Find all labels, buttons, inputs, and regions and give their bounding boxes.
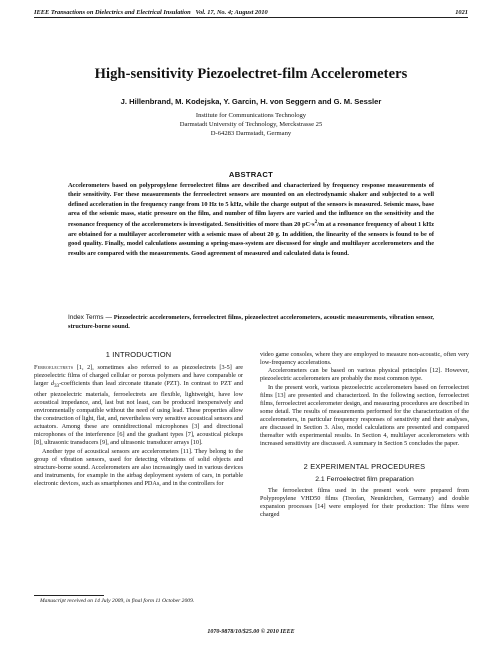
- running-head-journal: IEEE Transactions on Dielectrics and Electrical Insulation Vol. 17, No. 4; August 2010: [34, 8, 268, 16]
- footnote: Manuscript received on 14 July 2009, in final form 11 October 2009.: [40, 598, 195, 604]
- paragraph: Ferroelectrets [1, 2], sometimes also referred to as piezoelectrets [3-5] are piezoelectric films of charged cellular or porous polymers and have comparable or larger $d_{33}$-coefficients than lead zirconate titanate (PZT). In contrast to PZT and other piezoelectric materials, ferroelectrets are flexible, lightweight, have low acoustical impedance, and, last but not least, can be produced inexpensively and environmentally compatible without the need of using lead. These properties allow the construction of light, flat, and, nevertheless very sensitive acoustical sensors and actuators. Among these are omnidirectional microphones [3] and directional microphones of the interference [6] and the gradiant types [7], acoustical pickups [8], ultrasonic transducers [9], and ultrasonic transducer arrays [10].: [34, 364, 243, 447]
- subsection-heading: 2.1 Ferroelectret film preparation: [315, 475, 414, 483]
- affiliation-line: Institute for Communications Technology: [195, 112, 307, 119]
- index-terms: [68, 313, 434, 332]
- affiliation: [30, 111, 472, 139]
- section-heading-experimental: 2 EXPERIMENTAL PROCEDURES: [303, 461, 426, 471]
- paragraph: Another type of acoustical sensors are accelerometers [11]. They belong to the group of vibration sensors, used for detecting vibrations of solid objects and structure-borne sound. Accelerometers are also increasingly used in various devices and instruments, for example in the airbag deployment system of cars, in portable electronic devices, such as smartphones and PDAs, and in the controllers for: [34, 447, 243, 488]
- paragraph: The ferroelectret films used in the present work were prepared from Polypropylene VHD50 films (Treofan, Neunkirchen, Germany) and double expansion processes [14] were employed for their production: The films were charged: [260, 486, 469, 519]
- section-heading-introduction: 1 INTRODUCTION: [105, 350, 172, 359]
- copyright-footer: 1070-9878/10/$25.00 © 2010 IEEE: [207, 629, 295, 635]
- affiliation-line: D-64283 Darmstadt, Germany: [210, 130, 292, 138]
- lead-word: Ferroelectrets: [34, 364, 74, 372]
- page-number: 1021: [455, 8, 468, 16]
- footnote-rule: [34, 595, 104, 596]
- abstract-text: Accelerometers based on polypropylene ferroelectret films are described and characterized by frequency response measurements of their sensitivity. For these measurements the ferroelectret sensors are mounted on an electrodynamic shaker and subjected to a well defined acceleration in the frequency range from 10 Hz to 5 kHz, while the charge output of the sensors is measured. Seismic mass, base area of the seismic mass, static pressure on the film, and number of film layers are varied and the influence on the sensitivity and the resonance frequency of the accelerometers is investigated. Sensitivities of more than 20 $pC\cdot s^2/m$ at a resonance frequency of about 1 kHz are obtained for a multilayer accelerometer with a seismic mass of about 20 g. In addition, the linearity of the sensors is found to be of good quality. Finally, model calculations assuming a spring-mass-system are discussed for single and multilayer accelerometers and the results are compared with the measurements. Good agreement of measured and calculated data is found.: [68, 182, 434, 257]
- paragraph: Accelerometers can be based on various physical principles [12]. However, piezoelectric accelerometers are probably the most common type.: [260, 367, 469, 383]
- paragraph: In the present work, various piezoelectric accelerometers based on ferroelectret films [13] are presented and characterized. In the following section, ferroelectret films, ferroelectret accelerometer design, and measuring procedures are described in some detail. The results of measurements performed for the characterization of the accelerometers, in particular frequency responses of sensitivity and their analyses, are discussed in Section 3. Also, model calculations are presented and compared thereafter with experimental results. In Section 4, multilayer accelerometers with increased sensitivity are discussed. A summary in Section 5 concludes the paper.: [260, 383, 469, 448]
- right-column: [260, 351, 469, 519]
- header-rule: [34, 17, 468, 18]
- left-column: [34, 351, 243, 488]
- affiliation-line: Darmstadt University of Technology, Merckstrasse 25: [179, 121, 323, 129]
- paragraph: video game consoles, where they are employed to measure non-acoustic, often very low-frequency accelerations.: [260, 351, 469, 367]
- author-list: J. Hillenbrand, M. Kodejska, Y. Garcin, H. von Seggern and G. M. Sessler: [120, 97, 382, 106]
- index-terms-text: Piezoelectric accelerometers, ferroelectret films, piezoelectret accelerometers, acoustic measurements, vibration sensor, structure-borne sound.: [68, 314, 434, 331]
- index-terms-label: Index Terms —: [68, 314, 113, 321]
- abstract-heading: ABSTRACT: [228, 170, 274, 179]
- paper-title: High-sensitivity Piezoelectret-film Accelerometers: [94, 66, 408, 82]
